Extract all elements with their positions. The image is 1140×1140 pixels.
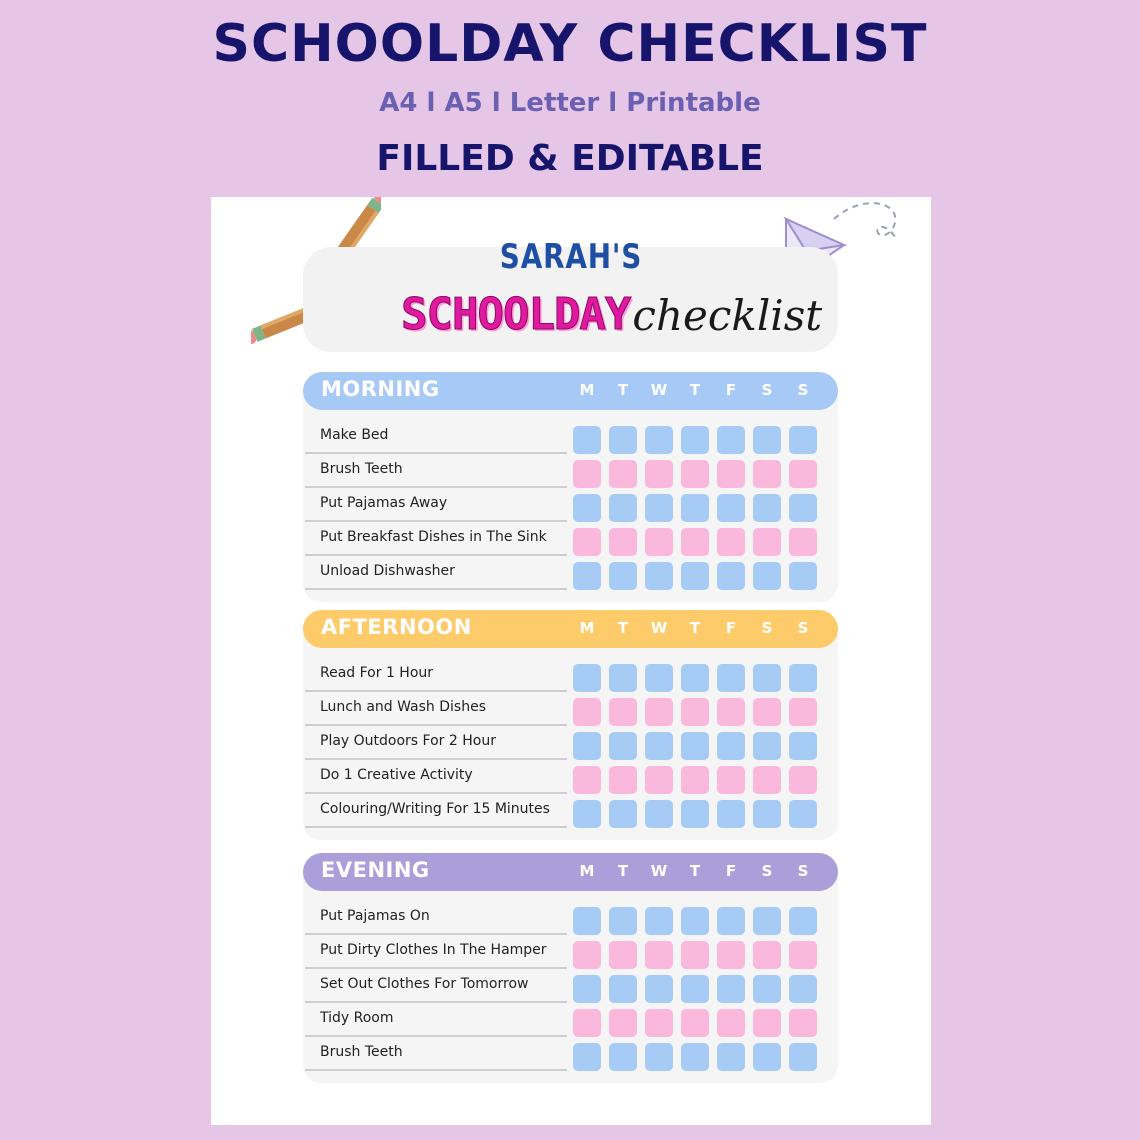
day-checkbox[interactable] bbox=[789, 698, 817, 726]
day-checkbox[interactable] bbox=[681, 1009, 709, 1037]
day-checkbox[interactable] bbox=[645, 460, 673, 488]
day-checkbox[interactable] bbox=[573, 941, 601, 969]
day-checkbox[interactable] bbox=[789, 941, 817, 969]
task-label: Tidy Room bbox=[320, 1010, 394, 1026]
day-checkbox[interactable] bbox=[717, 426, 745, 454]
day-label: S bbox=[761, 619, 773, 637]
day-label: S bbox=[761, 862, 773, 880]
day-checkbox[interactable] bbox=[717, 975, 745, 1003]
day-checkbox[interactable] bbox=[789, 664, 817, 692]
day-label: T bbox=[617, 619, 629, 637]
day-label: W bbox=[650, 619, 668, 637]
day-checkbox[interactable] bbox=[753, 698, 781, 726]
day-checkbox[interactable] bbox=[573, 562, 601, 590]
day-checkbox[interactable] bbox=[789, 732, 817, 760]
day-checkbox[interactable] bbox=[789, 800, 817, 828]
day-checkbox[interactable] bbox=[609, 766, 637, 794]
day-checkbox[interactable] bbox=[681, 494, 709, 522]
hero-title: SCHOOLDAY CHECKLIST bbox=[212, 14, 928, 74]
section-evening bbox=[303, 853, 838, 1087]
day-checkbox[interactable] bbox=[789, 975, 817, 1003]
day-checkbox[interactable] bbox=[573, 1043, 601, 1071]
task-row bbox=[303, 1037, 838, 1071]
day-checkbox[interactable] bbox=[717, 664, 745, 692]
task-row bbox=[303, 420, 838, 454]
day-checkbox[interactable] bbox=[681, 1043, 709, 1071]
task-row bbox=[303, 969, 838, 1003]
task-label: Set Out Clothes For Tomorrow bbox=[320, 976, 529, 992]
section-header-bar bbox=[303, 372, 838, 410]
day-checkbox[interactable] bbox=[753, 426, 781, 454]
day-checkbox[interactable] bbox=[645, 1009, 673, 1037]
day-checkbox[interactable] bbox=[681, 460, 709, 488]
day-checkbox[interactable] bbox=[609, 426, 637, 454]
day-checkbox[interactable] bbox=[645, 1043, 673, 1071]
day-checkbox[interactable] bbox=[789, 426, 817, 454]
day-checkbox[interactable] bbox=[573, 1009, 601, 1037]
day-checkbox[interactable] bbox=[573, 907, 601, 935]
day-checkbox[interactable] bbox=[609, 460, 637, 488]
day-checkbox[interactable] bbox=[681, 907, 709, 935]
day-checkbox[interactable] bbox=[681, 562, 709, 590]
task-row bbox=[303, 726, 838, 760]
day-checkbox[interactable] bbox=[573, 426, 601, 454]
task-label: Play Outdoors For 2 Hour bbox=[320, 733, 496, 749]
day-checkbox[interactable] bbox=[753, 907, 781, 935]
day-label: S bbox=[797, 381, 809, 399]
filled-editable-badge: FILLED & EDITABLE bbox=[376, 138, 764, 179]
task-label: Make Bed bbox=[320, 427, 389, 443]
task-row bbox=[303, 658, 838, 692]
task-label: Put Pajamas Away bbox=[320, 495, 448, 511]
day-checkbox[interactable] bbox=[717, 732, 745, 760]
day-checkbox[interactable] bbox=[681, 664, 709, 692]
day-checkbox[interactable] bbox=[753, 800, 781, 828]
owner-name: SARAH'S bbox=[499, 237, 643, 277]
day-label: M bbox=[579, 381, 595, 399]
day-checkbox[interactable] bbox=[681, 528, 709, 556]
day-checkbox[interactable] bbox=[609, 1009, 637, 1037]
task-label: Put Dirty Clothes In The Hamper bbox=[320, 942, 547, 958]
day-checkbox[interactable] bbox=[753, 975, 781, 1003]
day-label: T bbox=[617, 862, 629, 880]
day-checkbox[interactable] bbox=[789, 907, 817, 935]
checklist-sheet bbox=[211, 197, 931, 1125]
task-label: Do 1 Creative Activity bbox=[320, 767, 473, 783]
day-label: T bbox=[617, 381, 629, 399]
task-label: Put Pajamas On bbox=[320, 908, 430, 924]
day-label: M bbox=[579, 619, 595, 637]
day-label: S bbox=[797, 862, 809, 880]
day-checkbox[interactable] bbox=[609, 732, 637, 760]
task-row bbox=[303, 692, 838, 726]
day-checkbox[interactable] bbox=[789, 1043, 817, 1071]
day-label: W bbox=[650, 862, 668, 880]
section-header-bar bbox=[303, 610, 838, 648]
day-checkbox[interactable] bbox=[717, 562, 745, 590]
day-label: S bbox=[761, 381, 773, 399]
day-checkbox[interactable] bbox=[753, 941, 781, 969]
day-checkbox[interactable] bbox=[753, 494, 781, 522]
day-checkbox[interactable] bbox=[573, 460, 601, 488]
day-checkbox[interactable] bbox=[645, 494, 673, 522]
day-checkbox[interactable] bbox=[573, 766, 601, 794]
day-checkbox[interactable] bbox=[573, 732, 601, 760]
task-label: Brush Teeth bbox=[320, 461, 403, 477]
day-checkbox[interactable] bbox=[789, 766, 817, 794]
task-row bbox=[303, 556, 838, 590]
sheet-title-main: SCHOOLDAY bbox=[401, 289, 631, 340]
day-checkbox[interactable] bbox=[573, 528, 601, 556]
day-checkbox[interactable] bbox=[717, 941, 745, 969]
day-label: W bbox=[650, 381, 668, 399]
day-checkbox[interactable] bbox=[717, 460, 745, 488]
section-title: MORNING bbox=[321, 377, 440, 401]
day-checkbox[interactable] bbox=[753, 732, 781, 760]
day-checkbox[interactable] bbox=[717, 698, 745, 726]
day-checkbox[interactable] bbox=[789, 562, 817, 590]
day-checkbox[interactable] bbox=[789, 528, 817, 556]
day-checkbox[interactable] bbox=[609, 975, 637, 1003]
day-checkbox[interactable] bbox=[609, 698, 637, 726]
task-row bbox=[303, 794, 838, 828]
task-label: Lunch and Wash Dishes bbox=[320, 699, 486, 715]
sheet-title-script: checklist bbox=[632, 291, 823, 340]
day-checkbox[interactable] bbox=[753, 1043, 781, 1071]
day-checkbox[interactable] bbox=[681, 766, 709, 794]
day-label: F bbox=[725, 381, 737, 399]
day-checkbox[interactable] bbox=[789, 494, 817, 522]
day-checkbox[interactable] bbox=[717, 907, 745, 935]
day-checkbox[interactable] bbox=[645, 528, 673, 556]
sheet-title bbox=[401, 289, 822, 349]
task-row bbox=[303, 522, 838, 556]
day-checkbox[interactable] bbox=[681, 426, 709, 454]
day-checkbox[interactable] bbox=[753, 766, 781, 794]
day-checkbox[interactable] bbox=[753, 1009, 781, 1037]
day-checkbox[interactable] bbox=[717, 766, 745, 794]
day-checkbox[interactable] bbox=[681, 698, 709, 726]
day-label: T bbox=[689, 862, 701, 880]
day-checkbox[interactable] bbox=[681, 800, 709, 828]
day-checkbox[interactable] bbox=[717, 1043, 745, 1071]
day-label: M bbox=[579, 862, 595, 880]
day-checkbox[interactable] bbox=[645, 907, 673, 935]
task-underline bbox=[305, 588, 567, 590]
day-label: S bbox=[797, 619, 809, 637]
task-row bbox=[303, 760, 838, 794]
format-list: A4 l A5 l Letter l Printable bbox=[379, 88, 761, 118]
day-checkbox[interactable] bbox=[645, 698, 673, 726]
day-checkbox[interactable] bbox=[645, 426, 673, 454]
task-row bbox=[303, 901, 838, 935]
task-row bbox=[303, 488, 838, 522]
day-label: T bbox=[689, 619, 701, 637]
task-label: Colouring/Writing For 15 Minutes bbox=[320, 801, 550, 817]
day-checkbox[interactable] bbox=[753, 562, 781, 590]
day-checkbox[interactable] bbox=[573, 664, 601, 692]
day-checkbox[interactable] bbox=[753, 528, 781, 556]
day-checkbox[interactable] bbox=[717, 800, 745, 828]
day-checkbox[interactable] bbox=[609, 1043, 637, 1071]
day-checkbox[interactable] bbox=[681, 975, 709, 1003]
day-checkbox[interactable] bbox=[609, 664, 637, 692]
day-checkbox[interactable] bbox=[717, 1009, 745, 1037]
day-checkbox[interactable] bbox=[645, 732, 673, 760]
day-checkbox[interactable] bbox=[717, 494, 745, 522]
task-label: Unload Dishwasher bbox=[320, 563, 455, 579]
day-checkbox[interactable] bbox=[645, 562, 673, 590]
day-checkbox[interactable] bbox=[681, 732, 709, 760]
day-checkbox[interactable] bbox=[609, 528, 637, 556]
day-checkbox[interactable] bbox=[609, 907, 637, 935]
day-checkbox[interactable] bbox=[645, 975, 673, 1003]
day-checkbox[interactable] bbox=[645, 800, 673, 828]
day-label: F bbox=[725, 862, 737, 880]
task-row bbox=[303, 454, 838, 488]
day-checkbox[interactable] bbox=[573, 975, 601, 1003]
day-checkbox[interactable] bbox=[609, 494, 637, 522]
task-label: Read For 1 Hour bbox=[320, 665, 434, 681]
day-checkbox[interactable] bbox=[645, 664, 673, 692]
day-checkbox[interactable] bbox=[573, 494, 601, 522]
day-label: F bbox=[725, 619, 737, 637]
day-label: T bbox=[689, 381, 701, 399]
day-checkbox[interactable] bbox=[609, 800, 637, 828]
day-checkbox[interactable] bbox=[573, 800, 601, 828]
task-underline bbox=[305, 1069, 567, 1071]
section-afternoon bbox=[303, 610, 838, 844]
section-morning bbox=[303, 372, 838, 606]
task-underline bbox=[305, 826, 567, 828]
day-checkbox[interactable] bbox=[753, 664, 781, 692]
day-checkbox[interactable] bbox=[573, 698, 601, 726]
section-title: EVENING bbox=[321, 858, 430, 882]
day-checkbox[interactable] bbox=[789, 460, 817, 488]
day-checkbox[interactable] bbox=[681, 941, 709, 969]
task-label: Put Breakfast Dishes in The Sink bbox=[320, 529, 547, 545]
section-header-bar bbox=[303, 853, 838, 891]
day-checkbox[interactable] bbox=[609, 562, 637, 590]
day-checkbox[interactable] bbox=[609, 941, 637, 969]
task-row bbox=[303, 1003, 838, 1037]
task-label: Brush Teeth bbox=[320, 1044, 403, 1060]
day-checkbox[interactable] bbox=[717, 528, 745, 556]
day-checkbox[interactable] bbox=[645, 941, 673, 969]
task-row bbox=[303, 935, 838, 969]
day-checkbox[interactable] bbox=[789, 1009, 817, 1037]
section-title: AFTERNOON bbox=[321, 615, 472, 639]
day-checkbox[interactable] bbox=[753, 460, 781, 488]
day-checkbox[interactable] bbox=[645, 766, 673, 794]
